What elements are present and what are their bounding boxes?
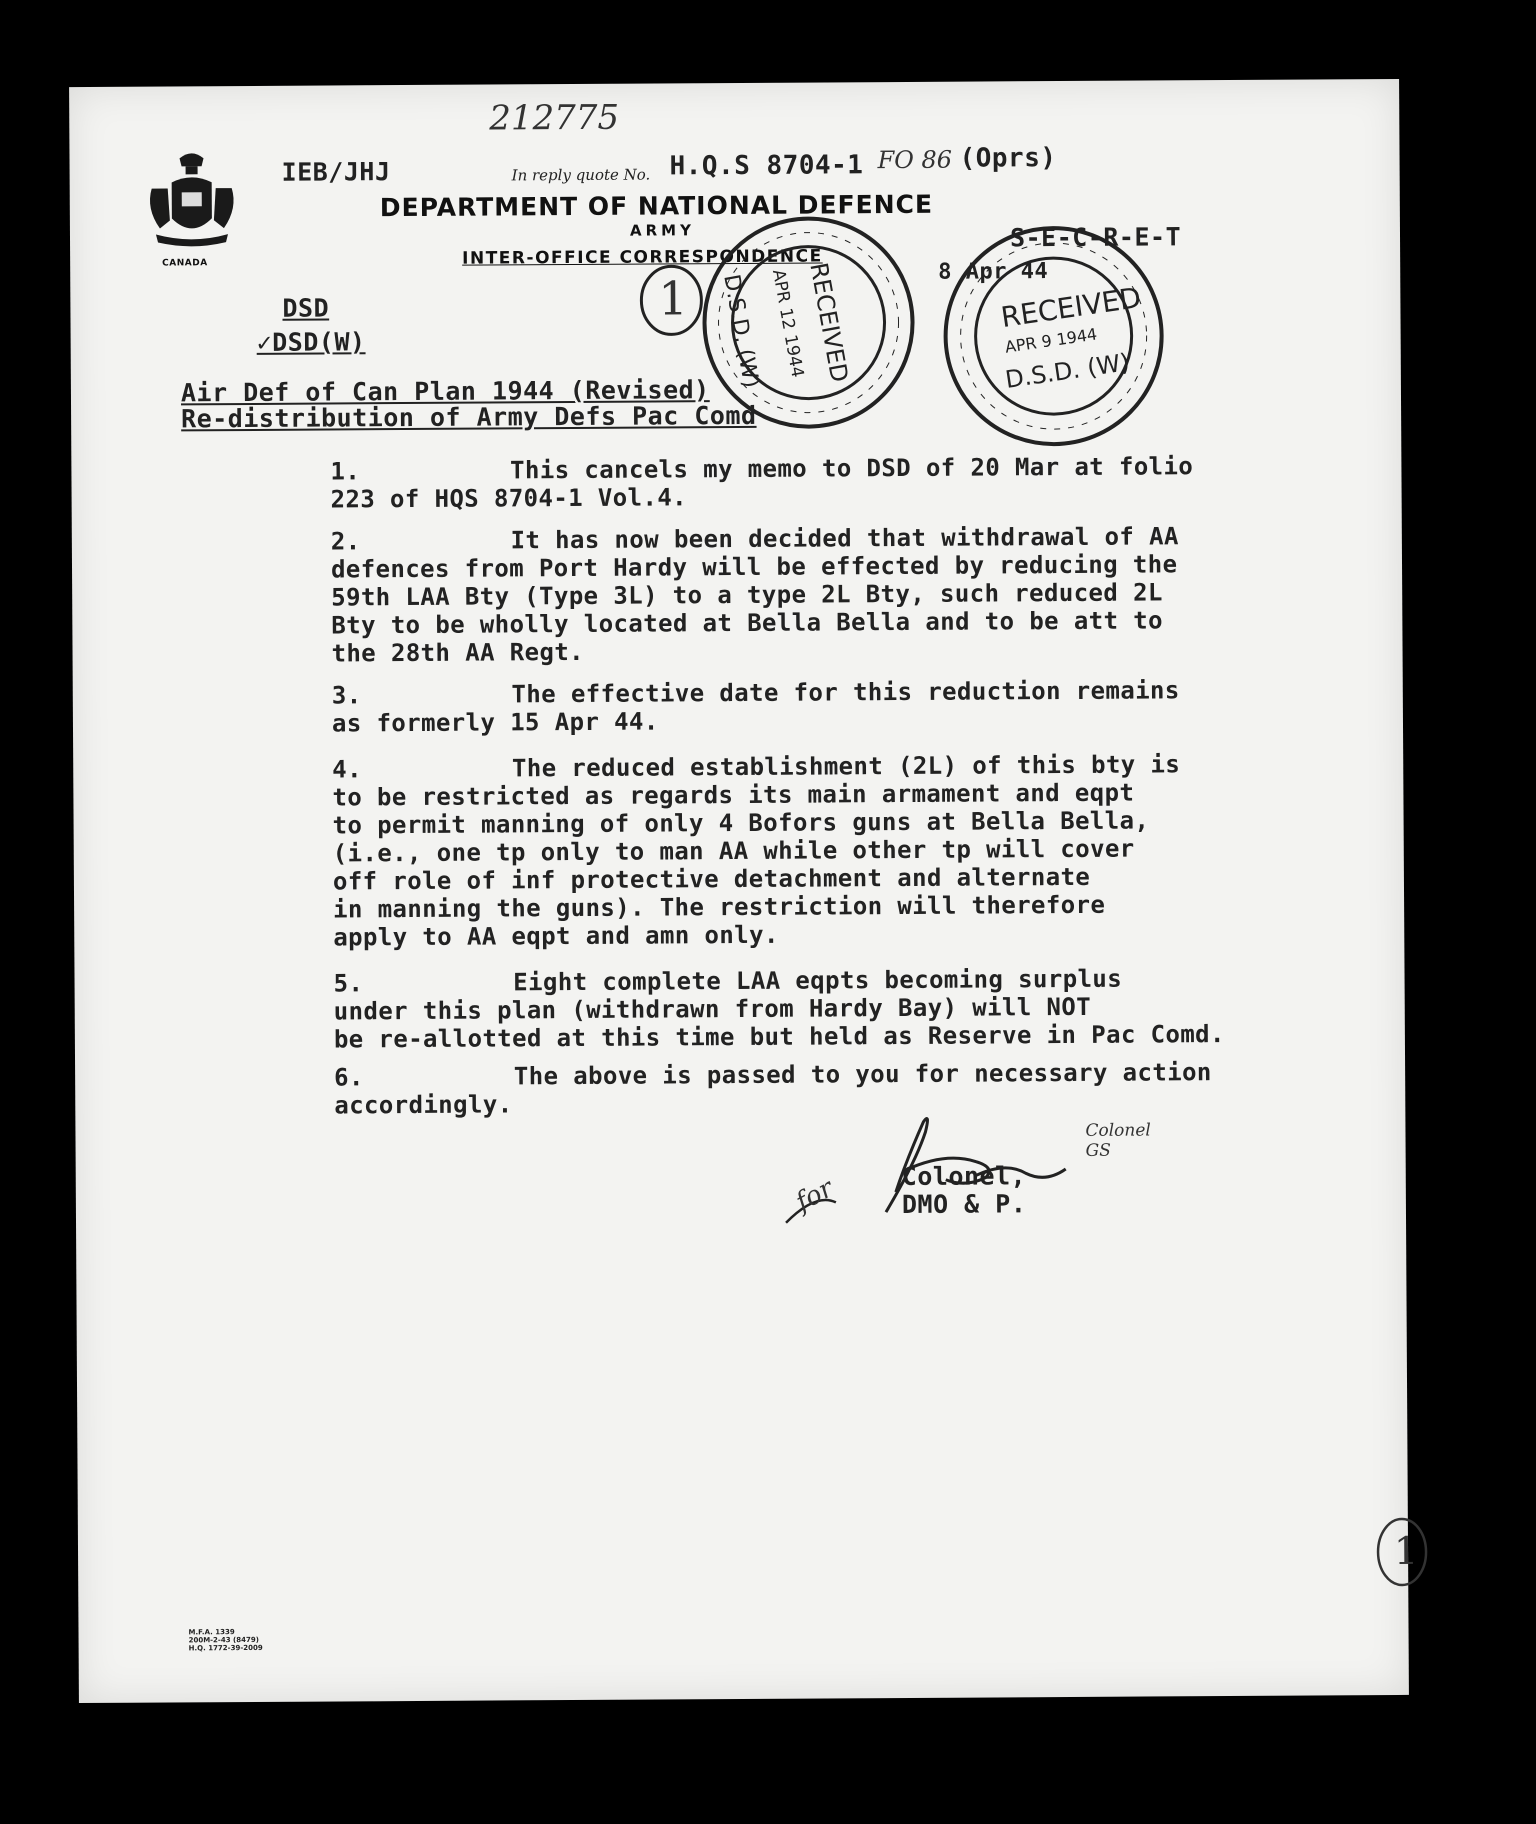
file-number: H.Q.S 8704-1 bbox=[669, 150, 864, 182]
stamp-received-text: RECEIVED bbox=[998, 280, 1144, 335]
paragraph-6: 6. The above is passed to you for necessary action accordingly. bbox=[334, 1058, 1212, 1120]
stamp-office: D.S.D. (W) bbox=[1003, 348, 1132, 394]
oprs-label: (Oprs) bbox=[959, 143, 1057, 174]
handwritten-number: 212775 bbox=[489, 97, 620, 139]
signature-initials: Colonel GS bbox=[1085, 1120, 1151, 1161]
classification: S-E-C-R-E-T bbox=[1009, 222, 1182, 253]
recipient-dsd-w: ✓DSD(W) bbox=[256, 327, 366, 357]
department-title: DEPARTMENT OF NATIONAL DEFENCE bbox=[379, 189, 934, 223]
stamp-date: APR 12 1944 bbox=[767, 267, 808, 380]
canada-crest-icon bbox=[141, 148, 242, 259]
recipient-dsd: DSD bbox=[282, 293, 330, 323]
signatory-office: DMO & P. bbox=[901, 1189, 1027, 1220]
correspondence-title: INTER-OFFICE CORRESPONDENCE bbox=[462, 246, 823, 269]
memo-date: 8 Apr 44 bbox=[938, 259, 1049, 285]
signature-for: for bbox=[791, 1173, 839, 1218]
army-subtitle: ARMY bbox=[629, 221, 695, 240]
paragraph-4: 4. The reduced establishment (2L) of this bty is to be restricted as regards its main armament and eqpt to permit manning of only 4 Bofors guns at Bella Bella, (i.e., one tp only to man AA while other tp will cover off role of inf protective detachment and alternate in manning the guns). The restriction will therefore apply to AA eqpt and amn only. bbox=[332, 750, 1181, 952]
subject-line-1: Air Def of Can Plan 1944 (Revised) bbox=[180, 375, 710, 408]
paragraph-1: 1. This cancels my memo to DSD of 20 Mar at folio 223 of HQS 8704-1 Vol.4. bbox=[330, 452, 1194, 514]
subject-line-2: Re-distribution of Army Defs Pac Comd bbox=[181, 400, 757, 434]
stamp-received-text: RECEIVED bbox=[804, 260, 854, 385]
received-stamp-apr-9 bbox=[938, 220, 1169, 451]
crest-caption: CANADA bbox=[162, 258, 208, 269]
circled-number: 1 bbox=[658, 271, 688, 326]
form-number: M.F.A. 1339 200M-2-43 (8479) H.Q. 1772-39-2009 bbox=[188, 1628, 263, 1653]
stamp-office: D.S.D. (W) bbox=[718, 272, 764, 390]
reply-quote-label: In reply quote No. bbox=[511, 165, 651, 185]
paragraph-3: 3. The effective date for this reduction remains as formerly 15 Apr 44. bbox=[331, 676, 1180, 738]
paragraph-5: 5. Eight complete LAA eqpts becoming surplus under this plan (withdrawn from Hardy Bay) will NOT be re-allotted at this time but held as Reserve in Pac Comd. bbox=[333, 964, 1225, 1054]
received-stamp-apr-12 bbox=[698, 212, 919, 433]
page-mark: 1 bbox=[1393, 1528, 1419, 1574]
memo-page bbox=[69, 79, 1419, 1703]
folio-note: FO 86 bbox=[877, 145, 953, 175]
stamp-date: APR 9 1944 bbox=[1003, 324, 1099, 357]
paragraph-2: 2. It has now been decided that withdrawal of AA defences from Port Hardy will be effected by reducing the 59th LAA Bty (Type 3L) to a type 2L Bty, such reduced 2L Bty to be wholly located at Bella Bella and to be att to the 28th AA Regt. bbox=[330, 522, 1179, 668]
reference-initials: IEB/JHJ bbox=[281, 157, 391, 187]
signatory-title: Colonel, bbox=[901, 1161, 1027, 1192]
